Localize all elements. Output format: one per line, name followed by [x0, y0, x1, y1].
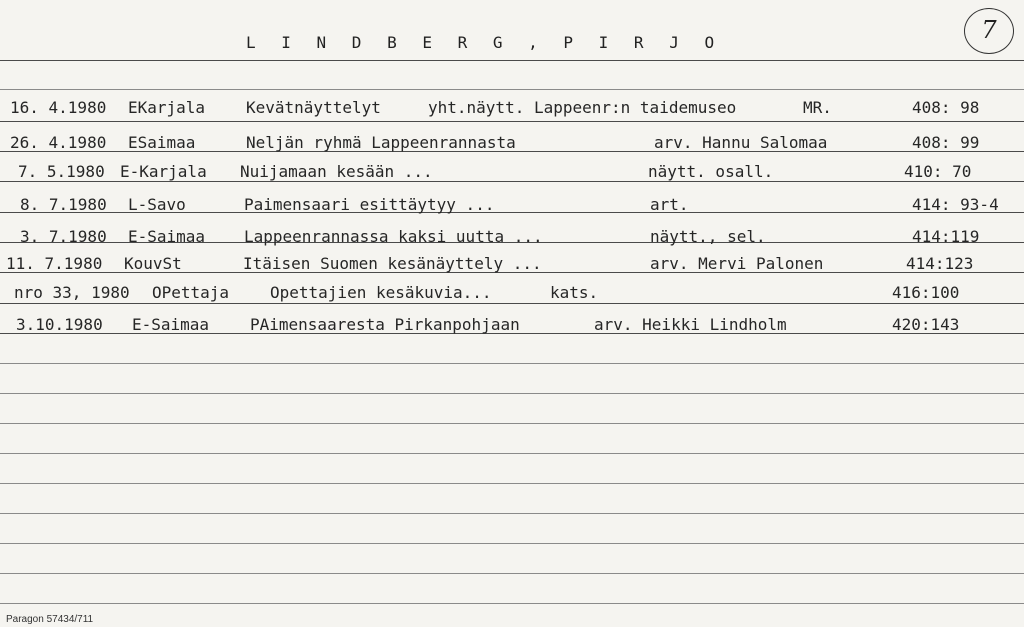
- rule-line: [0, 453, 1024, 454]
- rule-line: [0, 89, 1024, 90]
- entry-date: 11. 7.1980: [6, 254, 103, 273]
- entry-paper: E-Saimaa: [132, 315, 210, 334]
- rule-line: [0, 423, 1024, 424]
- entry-paper: E-Saimaa: [128, 227, 206, 246]
- rule-line: [0, 393, 1024, 394]
- entry-date: 7. 5.1980: [18, 162, 105, 181]
- entry-date: 26. 4.1980: [10, 133, 107, 152]
- card-number-circle: 7: [964, 8, 1014, 54]
- rule-line: [0, 573, 1024, 574]
- entry-title: Nuijamaan kesään ...: [240, 162, 433, 181]
- entry-note: art.: [650, 195, 689, 214]
- entry-ref: 408: 98: [912, 98, 980, 117]
- entry-ref: 414: 93-4: [912, 195, 999, 214]
- entry-title: Lappeenrannassa kaksi uutta ...: [244, 227, 543, 246]
- entry-date: 3.10.1980: [16, 315, 103, 334]
- card-name: L I N D B E R G , P I R J O: [246, 33, 723, 52]
- rule-line: [0, 483, 1024, 484]
- rule-line: [0, 181, 1024, 182]
- entry-title: Opettajien kesäkuvia...: [270, 283, 492, 302]
- entry-title: Kevätnäyttelyt: [246, 98, 381, 117]
- entry-note: arv. Mervi Palonen: [650, 254, 824, 273]
- entry-date: 16. 4.1980: [10, 98, 107, 117]
- entry-title: Neljän ryhmä Lappeenrannasta: [246, 133, 516, 152]
- entry-date: nro 33, 1980: [14, 283, 130, 302]
- entry-paper: OPettaja: [152, 283, 230, 302]
- rule-line: [0, 121, 1024, 122]
- entry-note: arv. Heikki Lindholm: [594, 315, 787, 334]
- rule-line: [0, 513, 1024, 514]
- entry-paper: ESaimaa: [128, 133, 196, 152]
- entry-note: näytt., sel.: [650, 227, 766, 246]
- rule-line: [0, 603, 1024, 604]
- entry-date: 8. 7.1980: [20, 195, 107, 214]
- entry-paper: KouvSt: [124, 254, 182, 273]
- entry-paper: E-Karjala: [120, 162, 207, 181]
- entry-paper: EKarjala: [128, 98, 206, 117]
- entry-ref: 408: 99: [912, 133, 980, 152]
- rule-line: [0, 363, 1024, 364]
- entry-date: 3. 7.1980: [20, 227, 107, 246]
- entry-note: kats.: [550, 283, 599, 302]
- entry-note: näytt. osall.: [648, 162, 774, 181]
- entry-title: Paimensaari esittäytyy ...: [244, 195, 495, 214]
- entry-author: MR.: [803, 98, 832, 117]
- rule-header: [0, 60, 1024, 61]
- entry-title: PAimensaaresta Pirkanpohjaan: [250, 315, 520, 334]
- entry-ref: 416:100: [892, 283, 960, 302]
- paragon-imprint: Paragon 57434/711: [6, 614, 94, 625]
- entry-note: arv. Hannu Salomaa: [654, 133, 828, 152]
- entry-paper: L-Savo: [128, 195, 186, 214]
- entry-ref: 410: 70: [904, 162, 972, 181]
- entry-ref: 420:143: [892, 315, 960, 334]
- rule-line: [0, 543, 1024, 544]
- entry-ref: 414:123: [906, 254, 974, 273]
- entry-note: yht.näytt. Lappeenr:n taidemuseo: [428, 98, 737, 117]
- rule-line: [0, 303, 1024, 304]
- entry-title: Itäisen Suomen kesänäyttely ...: [243, 254, 542, 273]
- entry-ref: 414:119: [912, 227, 980, 246]
